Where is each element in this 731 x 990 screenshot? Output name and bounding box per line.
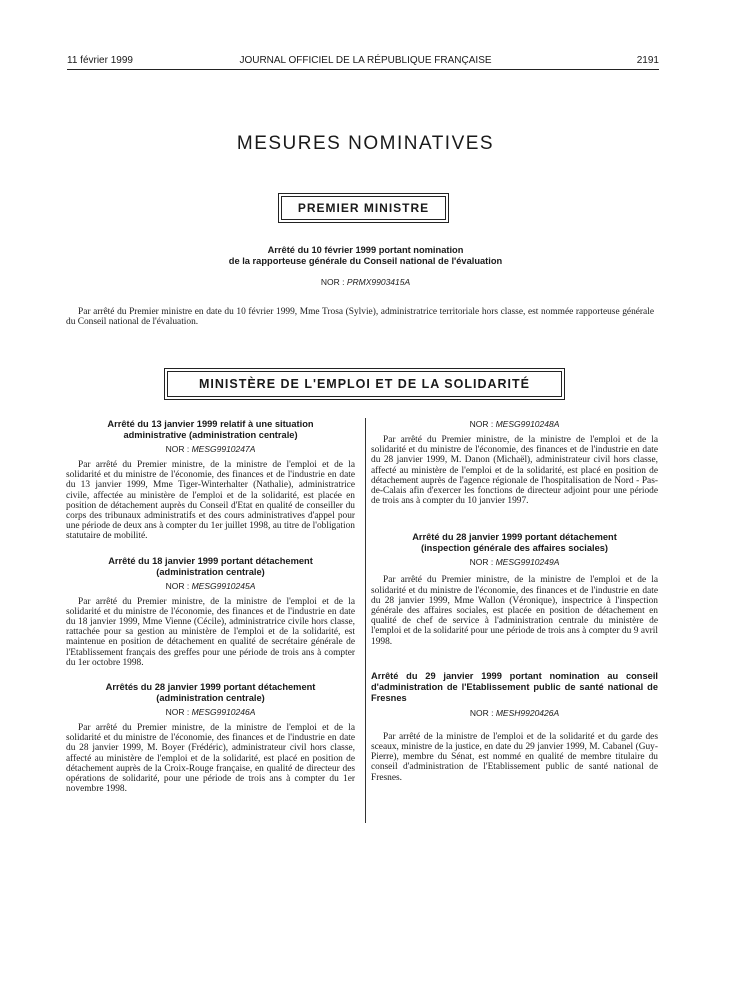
nor-prefix: NOR : (165, 707, 190, 718)
section-title-ministere: MINISTÈRE DE L'EMPLOI ET DE LA SOLIDARITÉ (167, 371, 562, 397)
nor-prefix: NOR : (320, 277, 345, 287)
article-nor (66, 581, 355, 591)
header-date: 11 février 1999 (67, 55, 133, 66)
nor-code: MESG9910249A (495, 557, 560, 568)
section-title-premier-ministre: PREMIER MINISTRE (281, 196, 446, 220)
article-heading: Arrêté du 13 janvier 1999 relatif à une situation administrative (administration centrale) (107, 419, 314, 440)
article (66, 556, 355, 668)
premier-nor (80, 277, 651, 287)
article-heading: Arrêté du 29 janvier 1999 portant nomination au conseil d'administration de l'Etablissement public de santé national de Fresnes (371, 670, 658, 703)
nor-code: MESG9910248A (495, 419, 560, 429)
article-nor (371, 557, 658, 567)
article-heading: Arrêtés du 28 janvier 1999 portant détachement (administration centrale) (105, 682, 316, 704)
article (66, 682, 355, 794)
article-heading: Arrêté du 18 janvier 1999 portant détachement (administration centrale) (108, 555, 313, 577)
article (66, 419, 355, 542)
premier-heading-line2: de la rapporteuse générale du Conseil national de l'évaluation (228, 256, 503, 266)
article-nor (66, 707, 355, 717)
article-heading: Arrêté du 28 janvier 1999 portant détachement (inspection générale des affaires sociales) (412, 532, 617, 554)
article (371, 671, 658, 783)
page-number: 2191 (636, 55, 659, 66)
article-body: Par arrêté du Premier ministre, de la ministre de l'emploi et de la solidarité et du ministre de l'économie, des finances et de l'industrie en date du 13 janvier 1999, Mme Tiger-Winterhalter (Nathalie), administratrice civile, affectée au ministère de l'emploi et de la solidarité, est placée en position de détachement auprès du Conseil d'Etat en qualité de conseiller du corps des tribunaux administratifs et des cours administratives d'appel pour une période de deux ans à compter du 1er juillet 1998, au titre de l'obligation statutaire de mobilité. (66, 460, 355, 542)
column-divider (365, 418, 366, 823)
journal-title: JOURNAL OFFICIEL DE LA RÉPUBLIQUE FRANÇAISE (239, 55, 492, 66)
premier-heading-line1: Arrêté du 10 février 1999 portant nomination (267, 245, 464, 255)
premier-heading (80, 245, 651, 267)
nor-prefix: NOR : (469, 419, 494, 429)
right-column (371, 419, 658, 783)
article-body: Par arrêté de la ministre de l'emploi et de la solidarité et du garde des sceaux, ministre de la justice, en date du 29 janvier 1999, M. Cabanel (Guy-Pierre), membre du Sénat, est nommé en qualité de membre titulaire du conseil d'administration de l'Etablissement public de santé national de Fresnes. (371, 731, 658, 783)
page-title: MESURES NOMINATIVES (236, 133, 495, 154)
nor-code: PRMX9903415A (346, 277, 411, 287)
article-nor (371, 419, 658, 429)
article-nor (371, 708, 658, 718)
nor-code: MESH9920426A (495, 707, 560, 718)
nor-prefix: NOR : (165, 580, 190, 591)
article (371, 419, 658, 506)
header-rule (67, 69, 659, 70)
left-column (66, 419, 355, 794)
nor-code: MESG9910245A (191, 580, 256, 591)
nor-prefix: NOR : (469, 707, 494, 718)
article-body: Par arrêté du Premier ministre, de la ministre de l'emploi et de la solidarité et du ministre de l'économie, des finances et de l'industrie en date du 28 janvier 1999, Mme Wallon (Véronique), inspectrice à l'inspection générale des affaires sociales, est placée en position de détachement en qualité de chef de service à l'administration centrale du ministère de l'emploi et de la solidarité pour une période de trois ans à compter du 9 avril 1998. (371, 575, 658, 647)
nor-code: MESG9910247A (191, 444, 256, 454)
article-body: Par arrêté du Premier ministre, de la ministre de l'emploi et de la solidarité et du ministre de l'économie, des finances et de l'industrie en date du 28 janvier 1999, M. Boyer (Frédéric), administrateur civil hors classe, affecté au ministère de l'emploi et de la solidarité, est placé en position de détachement auprès de la Croix-Rouge française, en qualité de directeur des opérations de solidarité, pour une période de trois ans à compter du 1er novembre 1998. (66, 723, 355, 795)
article-body: Par arrêté du Premier ministre, de la ministre de l'emploi et de la solidarité et du ministre de l'économie, des finances et de l'industrie en date du 28 janvier 1999, M. Danon (Michaël), administrateur civil hors classe, affecté au ministère de l'emploi et de la solidarité, est placé en position de détachement auprès de l'agence régionale de l'hospitalisation de Nord - Pas-de-Calais afin d'exercer les fonctions de directeur adjoint pour une période de trois ans à compter du 10 janvier 1997. (371, 435, 658, 507)
article-body: Par arrêté du Premier ministre, de la ministre de l'emploi et de la solidarité et du ministre de l'économie, des finances et de l'industrie en date du 18 janvier 1999, Mme Vienne (Cécile), administratrice civile hors classe, rattachée pour sa gestion au ministère de l'emploi et de la solidarité, est maintenue en position de détachement en qualité de secrétaire générale de l'Etablissement français des greffes pour une période de trois ans à compter du 1er octobre 1998. (66, 596, 355, 668)
nor-prefix: NOR : (469, 557, 494, 568)
nor-prefix: NOR : (165, 444, 190, 454)
premier-body: Par arrêté du Premier ministre en date du 10 février 1999, Mme Trosa (Sylvie), administratrice territoriale hors classe, est nommée rapporteuse générale du Conseil national de l'évaluation. (66, 307, 654, 328)
article (371, 532, 658, 646)
article-nor (66, 444, 355, 454)
nor-code: MESG9910246A (191, 707, 256, 718)
